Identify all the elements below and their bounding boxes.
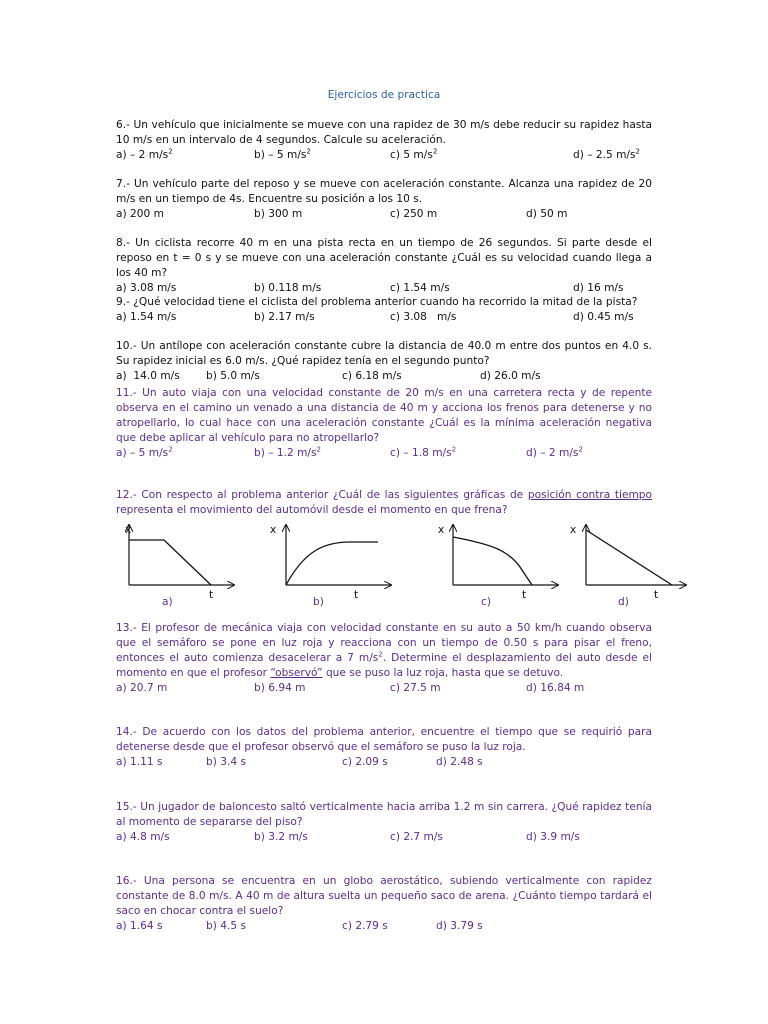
- question-text: 15.- Un jugador de baloncesto saltó verticalmente hacia arriba 1.2 m sin carrera. ¿Qué rapidez tenía al momento de separarse del piso?: [116, 801, 652, 828]
- graph-c-x-label: t: [522, 589, 527, 601]
- option-b: b) – 1.2 $m/s^2$: [254, 445, 321, 459]
- question-text: 16.- Una persona se encuentra en un globo aerostático, subiendo verticalmente con rapidez constante de 8.0 m/s. A 40 m de altura suelta un pequeño saco de arena. ¿Cuánto tiempo tardará el saco en chocar contra el suelo?: [116, 875, 652, 917]
- option-b: b) 3.2 m/s: [254, 831, 308, 843]
- question-9: [116, 295, 652, 325]
- answer-options: [116, 919, 652, 934]
- graphs-svg: [110, 520, 690, 615]
- option-d: d) 16 m/s: [573, 282, 624, 294]
- answer-options: [116, 830, 652, 845]
- answer-options: [116, 148, 652, 163]
- graph-b-label: b): [313, 596, 324, 608]
- option-d: d) – 2 $m/s^2$: [526, 445, 583, 459]
- option-a: a) 200 m: [116, 208, 164, 220]
- graph-b: [286, 525, 391, 585]
- option-a: a) 3.08 m/s: [116, 282, 177, 294]
- answer-options: [116, 755, 652, 770]
- graph-c: [453, 525, 558, 585]
- option-a: a) – 2 $m/s^2$: [116, 147, 173, 161]
- answer-options: [116, 369, 652, 384]
- page-title: Ejercicios de practica: [327, 89, 441, 101]
- answer-options: [116, 207, 652, 222]
- option-b: b) 3.4 s: [206, 756, 246, 768]
- underlined-word: “observó”: [270, 667, 323, 679]
- option-b: b) 5.0 m/s: [206, 370, 260, 382]
- graph-b-curve: [286, 542, 378, 585]
- position-time-graphs: [110, 520, 690, 615]
- question-6: [116, 118, 652, 163]
- graph-b-x-label: t: [354, 589, 359, 601]
- graph-c-y-label: x: [438, 524, 445, 536]
- question-11: [116, 386, 652, 461]
- option-b: b) 300 m: [254, 208, 303, 220]
- question-13: [116, 621, 652, 696]
- option-d: d) 3.9 m/s: [526, 831, 580, 843]
- option-b: b) 4.5 s: [206, 920, 246, 932]
- option-a: a) 1.54 m/s: [116, 311, 177, 323]
- option-d: d) 16.84 m: [526, 682, 585, 694]
- option-c: c) 5 $m/s^2$: [390, 147, 438, 161]
- question-7: [116, 177, 652, 222]
- option-b: b) 2.17 m/s: [254, 311, 315, 323]
- underlined-phrase: posición contra tiempo: [527, 489, 653, 501]
- question-text: 11.- Un auto viaja con una velocidad constante de 20 m/s en una carretera recta y de repente observa en el camino un venado a una distancia de 40 m y acciona los frenos para detenerse y no atropellarlo, lo cual hace con una aceleración constante ¿Cuál es la mínima aceleración negativa que debe aplicar al vehículo para no atropellarlo?: [116, 387, 652, 444]
- answer-options: [116, 446, 652, 461]
- graph-a-curve: [129, 540, 211, 585]
- option-b: b) – 5 $m/s^2$: [254, 147, 311, 161]
- option-c: c) 27.5 m: [390, 682, 441, 694]
- question-15: [116, 800, 652, 845]
- option-c: c) 250 m: [390, 208, 438, 220]
- graph-b-y-label: x: [270, 524, 277, 536]
- graph-a: [129, 525, 234, 585]
- option-a: a) 1.64 s: [116, 920, 163, 932]
- graph-a-label: a): [162, 596, 173, 608]
- option-c: c) 2.7 m/s: [390, 831, 443, 843]
- answer-options: [116, 681, 652, 696]
- graph-a-y-label: x: [125, 524, 132, 536]
- question-text: 8.- Un ciclista recorre 40 m en una pista recta en un tiempo de 26 segundos. Si parte desde el reposo en t = 0 s y se mueve con una aceleración constante ¿Cuál es su velocidad cuando llega a los 40 m?: [116, 237, 652, 279]
- question-text: 7.- Un vehículo parte del reposo y se mueve con aceleración constante. Alcanza una rapidez de 20 m/s en un tiempo de 4s. Encuentre su posición a los 10 s.: [116, 178, 652, 205]
- question-14: [116, 725, 652, 770]
- graph-d-x-label: t: [654, 589, 659, 601]
- graph-d: [586, 525, 686, 585]
- option-b: b) 6.94 m: [254, 682, 306, 694]
- option-d: d) 50 m: [526, 208, 568, 220]
- graph-c-label: c): [481, 596, 491, 608]
- graph-d-label: d): [618, 596, 629, 608]
- option-a: a) 1.11 s: [116, 756, 163, 768]
- option-c: c) 6.18 m/s: [342, 370, 402, 382]
- option-d: d) – 2.5 $m/s^2$: [573, 147, 640, 161]
- question-text: 10.- Un antílope con aceleración constante cubre la distancia de 40.0 m entre dos puntos en 4.0 s. Su rapidez inicial es 6.0 m/s. ¿Qué rapidez tenía en el segundo punto?: [116, 340, 652, 367]
- option-c: c) – 1.8 $m/s^2$: [390, 445, 457, 459]
- option-c: c) 1.54 m/s: [390, 282, 450, 294]
- option-a: a) 14.0 m/s: [116, 370, 180, 382]
- graph-c-curve: [453, 537, 532, 585]
- question-8: [116, 236, 652, 296]
- answer-options: [116, 281, 652, 296]
- option-c: c) 3.08 m/s: [390, 311, 457, 323]
- option-b: b) 0.118 m/s: [254, 282, 322, 294]
- question-16: [116, 874, 652, 934]
- question-text: 9.- ¿Qué velocidad tiene el ciclista del problema anterior cuando ha recorrido la mitad de la pista?: [116, 296, 638, 308]
- option-d: d) 2.48 s: [436, 756, 483, 768]
- option-d: d) 26.0 m/s: [480, 370, 541, 382]
- question-text: 14.- De acuerdo con los datos del problema anterior, encuentre el tiempo que se requirió para detenerse desde que el profesor observó que el semáforo se puso la luz roja.: [116, 726, 652, 753]
- answer-options: [116, 310, 652, 325]
- question-10: [116, 339, 652, 384]
- question-text: 6.- Un vehículo que inicialmente se mueve con una rapidez de 30 m/s debe reducir su rapidez hasta 10 m/s en un intervalo de 4 segundos. Calcule su aceleración.: [116, 119, 652, 146]
- graph-d-curve: [586, 530, 672, 585]
- graph-d-y-label: x: [570, 524, 577, 536]
- option-c: c) 2.79 s: [342, 920, 388, 932]
- option-a: a) – 5 $m/s^2$: [116, 445, 173, 459]
- option-d: d) 0.45 m/s: [573, 311, 634, 323]
- question-text: 13.- El profesor de mecánica viaja con velocidad constante en su auto a 50 km/h cuando observa que el semáforo se pone en luz roja y reacciona con un tiempo de 0.50 s para pisar el freno, entonces el auto comienza desacelerar a 7 $m/s^2$. Determine el desplazamiento del auto desde el momento en que el profesor “observó” que se puso la luz roja, hasta que se detuvo.: [116, 622, 652, 679]
- option-a: a) 4.8 m/s: [116, 831, 170, 843]
- option-c: c) 2.09 s: [342, 756, 388, 768]
- question-12: [116, 488, 652, 518]
- graph-a-x-label: t: [209, 589, 214, 601]
- option-a: a) 20.7 m: [116, 682, 168, 694]
- option-d: d) 3.79 s: [436, 920, 483, 932]
- question-text: 12.- Con respecto al problema anterior ¿Cuál de las siguientes gráficas de posición contra tiempo representa el movimiento del automóvil desde el momento en que frena?: [116, 489, 653, 516]
